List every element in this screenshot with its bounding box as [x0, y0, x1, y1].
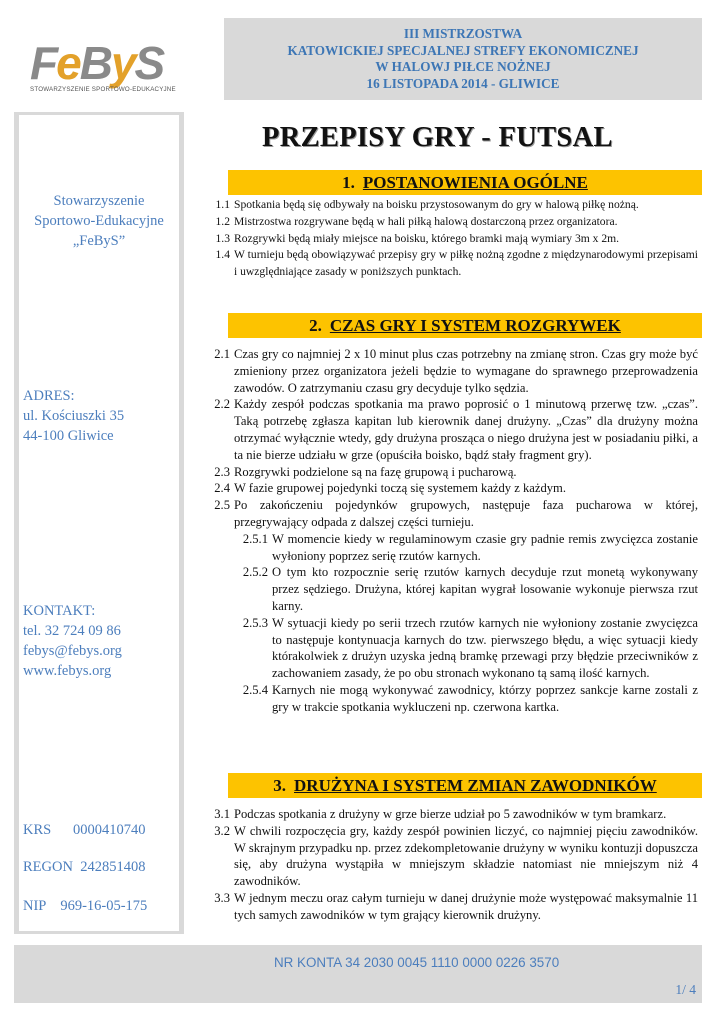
rule-text: W chwili rozpoczęcia gry, każdy zespół powinien liczyć, co najmniej pięciu zawodników. W skrajnym przypadku np. przez zdekompletowanie drużyny w wyniku kontuzji dopuszcza się, aby drużyna wystąpiła w mniejszym składzie natomiast nie mniejszym niż 4 zawodników. [234, 823, 698, 889]
rule-item [208, 214, 698, 231]
logo-tagline: STOWARZYSZENIE SPORTOWO-EDUKACYJNE [30, 86, 176, 93]
regon-number: REGON 242851408 [23, 859, 146, 875]
rule-item [208, 823, 698, 890]
contact-block [23, 601, 122, 681]
header-line-3: W HALOWJ PIŁCE NOŻNEJ [375, 59, 551, 74]
contact-website[interactable]: www.febys.org [23, 663, 112, 679]
rule-item [208, 231, 698, 248]
contact-phone: tel. 32 724 09 86 [23, 623, 121, 639]
rule-text: Karnych nie mogą wykonywać zawodnicy, którzy poprzez sankcje karne zostali z gry w trakcie spotkania wykluczeni np. czerwona kartka. [272, 682, 698, 714]
rule-item [208, 346, 698, 396]
event-header [224, 18, 702, 100]
rule-number: 2.1 [214, 347, 230, 361]
rule-text: Spotkania będą się odbywały na boisku przystosowanym do gry w halową piłkę nożną. [234, 198, 639, 211]
section-3-items [208, 806, 698, 924]
address-street: ul. Kościuszki 35 [23, 408, 125, 424]
rule-text: W momencie kiedy w regulaminowym czasie gry padnie remis zwycięzca zostanie wyłoniony poprzez serię rzutów karnych. [272, 531, 698, 563]
rule-text: Rozgrywki będą miały miejsce na boisku, którego bramki mają wymiary 3m x 2m. [234, 231, 620, 245]
sidebar [14, 112, 184, 934]
rule-number: 2.2 [214, 397, 230, 412]
rule-number: 1.3 [215, 231, 230, 245]
address-label: ADRES: [23, 388, 75, 404]
febys-logo [30, 38, 180, 102]
rule-number: 2.5 [214, 498, 230, 513]
rule-item [208, 806, 698, 823]
rule-text: Czas gry co najmniej 2 x 10 minut plus czas potrzebny na zmianę stron. Czas gry może być zmieniony przez organizatora jeżeli będzie to wymagane do sprawnego przeprowadzenia zawodów. O zatrzymaniu czasu gry decyduje tylko sędzia. [234, 347, 698, 395]
rule-number: 1.1 [215, 198, 230, 211]
nip-number: NIP 969-16-05-175 [23, 898, 148, 914]
rule-item [208, 497, 698, 531]
rule-item [208, 197, 698, 214]
rule-text: Po zakończeniu pojedynków grupowych, następuje faza pucharowa w której, przegrywający odpada z dalszej części turnieju. [234, 498, 698, 529]
rule-number: 3.1 [214, 807, 230, 821]
rule-item [208, 464, 698, 481]
section-1-items [208, 197, 698, 281]
rule-text: O tym kto rozpocznie serię rzutów karnych decyduje rzut monetą wykonywany przez sędziego. Drużyna, której kapitan wygrał losowanie wykonuje pierwsza rzut karny. [272, 565, 698, 613]
document-title: PRZEPISY GRY - FUTSAL [262, 122, 613, 153]
rule-number: 2.5.1 [242, 531, 268, 546]
rule-item [208, 531, 698, 565]
rule-text: W sytuacji kiedy po serii trzech rzutów karnych nie wyłoniony zostanie zwycięzca to następuje kontynuacja karnych do tzw. pierwszego błędu, a więc sytuacji kiedy którakolwiek z drużyn uzyska jedną bramkę przewagi przy błędzie przeciwników z zachowaniem zasady, że po obu stronach wykonano tą samą ilość karnych. [272, 615, 698, 681]
rule-number: 3.3 [214, 890, 230, 905]
rule-item [208, 890, 698, 924]
rule-text: W fazie grupowej pojedynki toczą się systemem każdy z każdym. [234, 481, 566, 496]
rule-item [208, 247, 698, 281]
header-line-1: III MISTRZOSTWA [403, 26, 523, 41]
rule-number: 1.4 [215, 248, 230, 262]
rule-number: 2.4 [214, 481, 230, 496]
contact-email[interactable]: febys@febys.org [23, 643, 122, 659]
rule-item [208, 682, 698, 716]
rule-text: Każdy zespół podczas spotkania ma prawo poprosić o 1 minutową przerwę tzw. „czas”. Taką potrzebę zgłasza kapitan lub kierownik danej drużyny. „Czas” dla drużyny można otrzymać wyłącznie wtedy, gdy drużyna prosząca o niego drużyna jest w posiadaniu piłki, a ta nie bierze udziału w grze (opuściła boisko, bądź stały fragment gry). [234, 397, 698, 462]
rule-number: 1.2 [215, 214, 230, 228]
header-line-4: 16 LISTOPADA 2014 - GLIWICE [366, 75, 560, 91]
address-city: 44-100 Gliwice [23, 428, 114, 444]
header-line-2: KATOWICKIEJ SPECJALNEJ STREFY EKONOMICZNEJ [287, 42, 639, 58]
rule-number: 2.5.3 [242, 615, 268, 630]
rule-number: 2.5.4 [242, 682, 268, 697]
page-number: 1/ 4 [675, 982, 696, 997]
rule-item [208, 480, 698, 497]
footer-bar [14, 945, 702, 1003]
rule-number: 2.3 [214, 464, 230, 479]
contact-label: KONTAKT: [23, 603, 96, 619]
section-3-heading: 3. DRUŻYNA I SYSTEM ZMIAN ZAWODNIKÓW [228, 773, 702, 798]
rule-item [208, 615, 698, 682]
rule-text: Mistrzostwa rozgrywane będą w hali piłką halową dostarczoną przez organizatora. [234, 214, 618, 228]
rule-text: W turnieju będą obowiązywać przepisy gry w piłkę nożną zgodne z międzynarodowymi przepisami i uwzględniające zasady w poniższych punktach. [234, 248, 698, 279]
rule-text: Rozgrywki podzielone są na fazę grupową i pucharową. [234, 464, 517, 479]
rule-number: 2.5.2 [242, 565, 268, 580]
sidebar-panel [19, 115, 179, 931]
section-1-heading: 1. POSTANOWIENIA OGÓLNE [228, 170, 702, 195]
rule-item [208, 564, 698, 614]
krs-number: KRS 0000410740 [23, 822, 146, 838]
organization-name: Stowarzyszenie Sportowo-Edukacyjne „FeByS” [34, 193, 164, 249]
logo-mark: FeByS [30, 37, 164, 89]
rule-number: 3.2 [214, 823, 230, 838]
section-2-heading: 2. CZAS GRY I SYSTEM ROZGRYWEK [228, 313, 702, 338]
rule-text: W jednym meczu oraz całym turnieju w danej drużynie może występować maksymalnie 11 tych samych zawodników w tym grający kierownik drużyny. [234, 890, 698, 922]
bank-account: NR KONTA 34 2030 0045 1110 0000 0226 3570 [274, 955, 560, 970]
section-2-items [208, 346, 698, 716]
rule-text: Podczas spotkania z drużyny w grze bierze udział po 5 zawodników w tym bramkarz. [234, 807, 667, 821]
address-block [23, 386, 124, 446]
rule-item [208, 396, 698, 463]
